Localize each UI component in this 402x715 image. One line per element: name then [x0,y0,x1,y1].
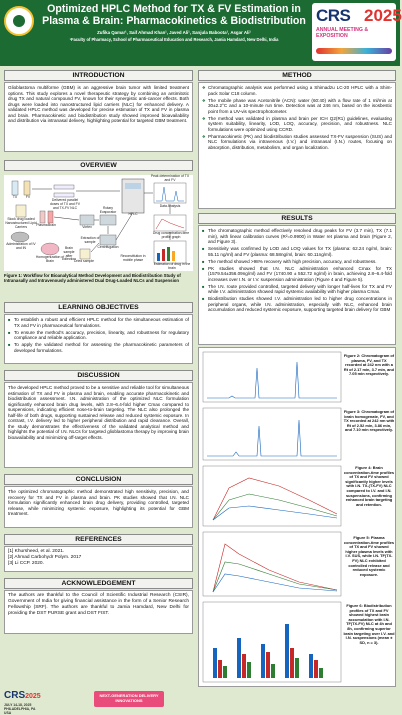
objective-item: ■ To apply the validated method for assessing the pharmacokinetic parameters of developed formulations. [8,342,189,353]
node-reconstitution: Reconstitution in mobile phase [120,254,146,262]
conclusion-heading: CONCLUSION [4,474,193,485]
fig6-bar [295,658,299,678]
footer-year: 2025 [25,693,41,700]
node-rotary: Rotary Evaporator [99,206,117,214]
fig6-bar [314,660,318,678]
node-dried: Dried sample [74,259,94,263]
centrifuge [100,235,116,245]
acknowledgement-heading: ACKNOWLEDGEMENT [4,578,193,589]
fig6-bar [223,666,227,678]
references-panel [4,546,193,572]
result-item: ■ The I.N. route provided controlled, targeted delivery with longer half-lives for TX and FV while I.V. administration showed rapid systemic availability with higher plasma Cmax. [202,284,392,295]
objectives-list [8,317,189,353]
reference-item: [3] Li CCP. 2020. [8,561,44,566]
method-item: ❖ Pharmacokinetic (PK) and biodistribution studies assessed TX-FV suspension (SUS) and NLC formulations via intravenous (I.V.) and intranasal (I.N.) routes, focusing on absorption, distribution, metabolism, and organ localization. [202,134,392,151]
arrow-10 [116,214,132,240]
crs-year: 2025 [364,6,402,25]
node-profile: Drug concentration-time profile graph [152,231,190,239]
method-list [202,85,392,150]
poster-title: Optimized HPLC Method for TX & FV Estimation in Plasma & Brain: Pharmacokinetics & Biodistribution [42,3,306,27]
conclusion-panel [4,486,193,528]
objective-item: ■ To ensure the method's accuracy, precision, linearity, and robustness for regulatory compliance and reliable application. [8,330,189,341]
result-item: ■ Biodistribution studies showed I.V. administration led to higher drug concentrations in peripheral organs, while I.N. administration, especially with NLC, enhanced brain accumulation and reduced systemic exposure, supporting targeted brain delivery for GBM [202,296,392,313]
author-list: Zufika Qamar¹, Saif Ahmad Khan¹, Javed Ali¹, Sanjula Baboota¹, Asgar Ali¹ [97,30,251,35]
reference-item: [1] Khursheed, et al. 2021. [8,549,65,554]
fig6-bar [266,652,270,678]
footer-event-info: JULY 14-18, 2025 PHILADELPHIA, PA USA [4,703,36,715]
node-doses: Delivered parallel doses of TX and FV and TX-FV NLC [50,198,80,210]
introduction-panel [4,82,193,152]
node-estimation: Estimation of drug in the brain [153,262,191,270]
workflow-diagram [4,175,193,271]
fig4-frame [203,466,341,526]
method-item: ❖ Chromatographic analysis was performed using a Shimadzu LC-20 HPLC with a Shim-pack Solar C18 column. [202,85,392,96]
footer-badge: NEXT-GENERATION DELIVERY INNOVATIONS [94,691,164,707]
crs-swoosh [316,48,392,54]
plasma-tube [40,211,45,223]
fig6-bar [242,654,246,678]
crs-logo-text: CRS [316,6,351,25]
objectives-panel [4,314,193,364]
brain-sample [41,243,59,255]
bar-d [172,251,175,261]
fig3-frame [203,408,341,460]
discussion-panel [4,382,193,468]
fig6-bar [290,648,294,678]
overview-heading: OVERVIEW [4,160,193,171]
method-item: ❖ The method was validated in plasma and brain per ICH Q2(R1) guidelines, evaluating system suitability, linearity, LOD, LOQ, accuracy, precision, and robustness. NLC formulations were optimized using CCRD. [202,116,392,133]
introduction-heading: INTRODUCTION [4,70,193,81]
tx-vial [12,181,18,195]
fv-vial [24,181,30,195]
poster-header [0,0,400,66]
syringe-2 [54,193,74,197]
node-vortex: Vortex [82,225,92,229]
syringe-1 [54,185,74,189]
node-data-analysis: Data Analysis [159,204,181,208]
fig6-bar [237,638,241,678]
fig6-bar [247,662,251,678]
nlc-flask [16,205,26,217]
node-tx: TX [12,195,18,199]
node-brain: Brain [48,223,56,227]
fig6-bar [218,660,222,678]
node-hplc: HPLC [128,212,138,216]
figure-4-caption: Figure 4: Brain concentration-time profiles of TX and FV showed significantly higher levels with I.N. TX-(TX-FV) NLC compared to I.V. and I.N. suspensions, confirming enhanced brain targeting and retention. [343,465,395,507]
references-heading: REFERENCES [4,534,193,545]
affiliation: ¹Faculty of Pharmacy, School of Pharmaceutical Education and Research, Jamia Hamdard, New Delhi, India [69,37,279,42]
method-panel [198,82,396,209]
fig6-bar [309,654,313,678]
brain-tube [48,211,53,223]
results-list [202,228,392,313]
node-plasma: Plasma [36,223,48,227]
dried-sample [80,249,90,259]
hplc-screen [125,183,141,189]
node-peak: Peak determination of TX and FV [150,174,190,182]
result-item: ■ The method showed >98% recovery with high precision, accuracy, and robustness. [202,259,392,265]
method-heading: METHOD [198,70,396,81]
crs-subtitle: ANNUAL MEETING & EXPOSITION [316,27,369,39]
discussion-text: The developed HPLC method proved to be a sensitive and reliable tool for simultaneous estimation of TX and FV in plasma and brain, enabling accurate pharmacokinetic and biodistribution assessment. I.N. administration of the optimized NLC formulation significantly enhanced brain drug levels, with 2.8–6.4-fold higher Cmax compared to suspensions, indicating efficient nose-to-brain targeting. The NLC also prolonged the half-life of both drugs, supporting sustained release and reduced systemic exposure. In contrast, I.V. delivery led to higher peripheral distribution and rapid clearance. Overall, the study demonstrates the effectiveness of the validated analytical method and highlights the potential of I.N. NLCs for targeted glioblastoma therapy by improving brain bioavailability and minimizing off-target effects. [8,385,189,440]
fig6-bar [319,668,323,678]
result-item: ■ PK studies showed that I.N. NLC administration enhanced Cmax for TX (1579.54±356.09ng/ml) and FV (1740.90 ± 552.72 ng/ml) in brain, achieving 2.8–6.4-fold increases over I.N. or I.V. suspension administration (Figure 4 and Figure 5). [202,266,392,283]
fig6-bar [285,624,289,678]
node-brain-collection: Brain sample after collection [61,246,77,262]
arrow-6 [54,217,79,220]
objective-item: ■ To establish a robust and efficient HPLC method for the simultaneous estimation of TX and FV in pharmaceutical formulations. [8,317,189,328]
node-centrifugation: Centrifugation [97,245,119,249]
figure-3-caption: Figure 3: Chromatogram of brain homogenate, FV, and TX recorded at 242 nm with Rt of 2.52 min, 3.86 min, and 7.10 min respectively. [343,409,395,433]
fig6-bar [261,644,265,678]
node-nlc: Stock drug loaded Nanostructured Lipid Carriers [5,217,37,229]
acknowledgement-panel [4,590,193,634]
fig6-bar [271,664,275,678]
result-item: ■ The chromatographic method effectively resolved drug peaks for FV (3.7 min), TX (7.1 min), with linear calibration curves (R²=0.9900) in Water ret plasma and brain (Figure 2, and Figure 3). [202,228,392,245]
university-logo [4,6,34,36]
bar-b [162,249,165,261]
figure-5-caption: Figure 5: Plasma concentration-time profiles of TX and FV showed higher plasma levels with I.V. SUS, while I.N. TF(TX-FV) NLC exhibited controlled release and reduced systemic exposure. [343,535,395,577]
vortex-device [80,215,94,225]
crs-badge [312,3,402,61]
rotary-evaporator [100,215,116,225]
results-heading: RESULTS [198,213,396,224]
node-administration: Administration of IV and IN [6,242,36,250]
peak-plot-frame [154,183,186,203]
figure-1-caption: Figure 1: Workflow for Bioanalytical Method Development and Biodistribution Study of Intranasally and Intravenously administered Dual Drug-Loaded NLCs and Suspension [4,273,181,284]
acknowledgement-text: The authors are thankful to the Council of Scientific Industrial Research (CSIR), Government of India for giving financial assistance in the form of a Senior Research Fellowship (SRF). The authors are thankful to Jamia Hamdard, New Delhi for providing the DST PURSE grant and DST FIST. [8,593,189,616]
node-extraction: Extraction of sample [80,236,100,244]
bar-c [167,247,170,261]
fig2-frame [203,352,341,402]
node-fv: FV [25,195,31,199]
footer-crs-text: CRS [4,690,26,701]
method-item: ❖ The mobile phase was Acetonitrile (ACN): water (60:40) with a flow rate of 1 ml/min at 30±2.2°C and a 10-minute run time. Detection was at 246 nm, based on the isosbestic point from a UV-vis spectrophotometer. [202,98,392,115]
figure-6-caption: Figure 6: Biodistribution profiles of TX and FV showed highest brain accumulation with I.N. TF(TX-FV) NLC at 4h and 8h, confirming superior brain targeting over I.V. and I.N. suspensions (mean ± SD, n = 3). [343,603,395,645]
rat-figure [11,232,29,242]
introduction-text: Glioblastoma multiforme (GBM) is an aggressive brain tumor with limited treatment options. This study explores a novel therapeutic strategy by combining an antimitotic drug TX and natural compound FV, known for their synergistic anti-cancer effects. Both drugs were loaded into nanostructured lipid carriers (NLC) for enhanced delivery. A validated HPLC method was developed for precise estimation of TX and FV in plasma and brain. Pharmacokinetic and biodistribution study showed improved bioavailability and distribution via intranasal delivery, highlighting potential for targeted GBM treatment. [8,85,189,123]
figure-2-caption: Figure 2: Chromatogram of plasma, FV, and TX recorded at 242 nm with a Rt of 2.17 min, 3.7 min, and 7.05 min respectively. [343,353,395,377]
fig6-bar [213,648,217,678]
objectives-heading: LEARNING OBJECTIVES [4,302,193,313]
reference-item: [2] Ahmad Carbohydr Polym. 2017 [8,555,82,560]
conclusion-text: The optimized chromatographic method demonstrated high sensitivity, precision, and recovery for TX and FV in plasma and brain. PK studies showed that I.N. NLC formulation significantly enhanced brain drug delivery, providing controlled, targeted release, while minimizing systemic exposure, highlighting its potential for GBM treatment. [8,489,189,516]
results-panel [198,225,396,345]
discussion-heading: DISCUSSION [4,370,193,381]
node-homogenization: Homogenization of Brain [35,255,65,263]
bar-a [157,253,160,261]
results-figures-panel [198,347,396,687]
result-item: ■ Sensitivity was confirmed by LOD and LOQ values for TX (plasma: 62.24 ng/ml, brain: 55.11 ng/ml) and FV (plasma: 68.58ng/ml, brain: 60.11ng/ml). [202,246,392,257]
